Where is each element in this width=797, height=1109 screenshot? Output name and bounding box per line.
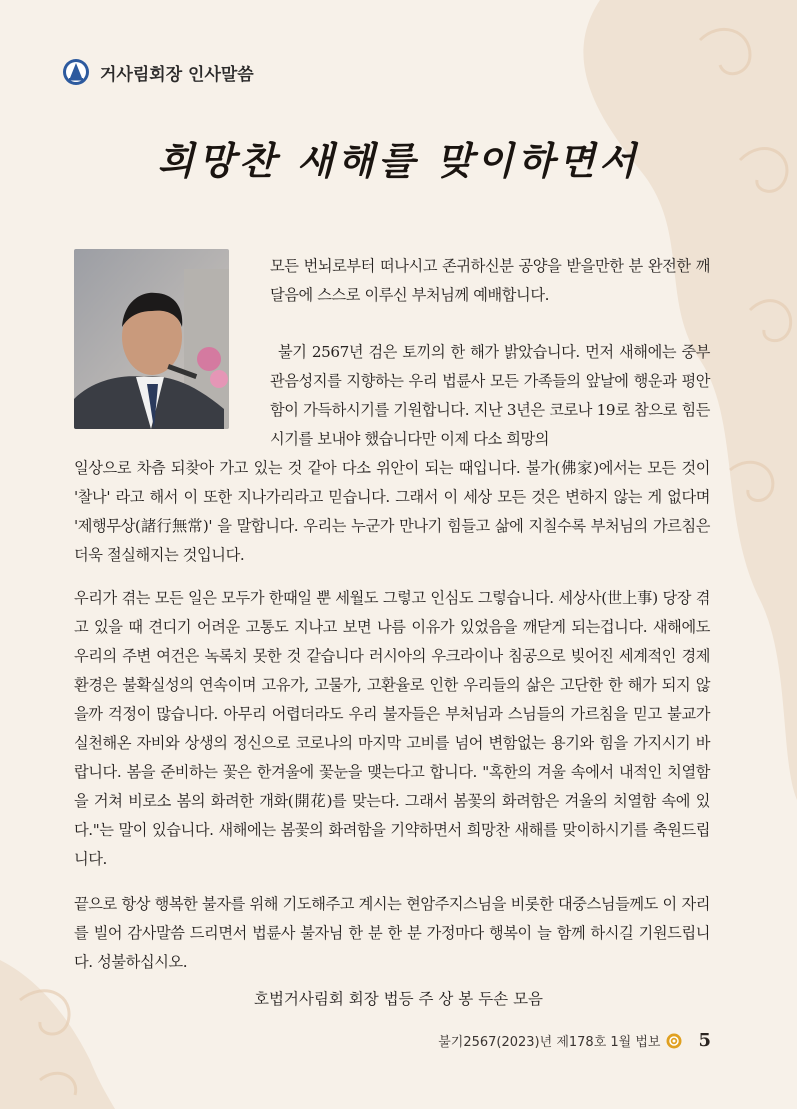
paragraph-text: 우리가 겪는 모든 일은 모두가 한때일 뿐 세월도 그렇고 인심도 그렇습니다. 세상사(世上事) 당장 겪고 있을 때 견디기 어려운 고통도 지나고 보면 나름 이유가 있었음을 깨닫게 되는겁니다. 새해에도 우리의 주변 여건은 녹록치 못한 것 같습니다 러시아의 우크라이나 침공으로 빚어진 세계적인 경제환경은 불확실성의 연속이며 고유가, 고물가, 고환율로 인한 우리들의 삶은 고단한 한 해가 되지 않을까 걱정이 많습니다. 아무리 어렵더라도 우리 불자들은 부처님과 스님들의 가르침을 믿고 불교가 실천해온 자비와 상생의 정신으로 코로나의 마지막 고비를 넘어 변함없는 용기와 힘을 가지시기 바랍니다. 봄을 준비하는 꽃은 한겨울에 꽃눈을 맺는다고 합니다. "혹한의 겨울 속에서 내적인 치열함을 거쳐 비로소 봄의 화려한 개화(開花)를 맞는다. 그래서 봄꽃의 화려함은 겨울의 치열함 속에 있다."는 말이 있습니다. 새해에는 봄꽃의 화려함을 기약하면서 희망찬 새해를 맞이하시기를 축원드립니다.: [74, 589, 710, 868]
paragraph-greeting: [270, 252, 710, 310]
issue-label: 불기2567(2023)년 제178호 1월 법보: [438, 1035, 661, 1050]
dharma-wheel-icon: [666, 1033, 682, 1049]
paragraph-new-year: [270, 338, 710, 454]
paragraph-reflection: [74, 584, 710, 874]
paragraph-text: 일상으로 차츰 되찾아 가고 있는 것 같아 다소 위안이 되는 때입니다. 불가(佛家)에서는 모든 것이 '찰나' 라고 해서 이 또한 지나가리라고 믿습니다. 그래서 이 세상 모든 것은 변하지 않는 게 없다며 '제행무상(諸行無常)' 을 말합니다. 우리는 누군가 만나기 힘들고 삶에 지칠수록 부처님의 가르침은 더욱 절실해지는 것입니다.: [74, 459, 710, 564]
paragraph-closing: [74, 890, 710, 977]
paragraph-text: 불기 2567년 검은 토끼의 한 해가 밝았습니다. 먼저 새해에는 중부관음성지를 지향하는 우리 법륜사 모든 가족들의 앞날에 행운과 평안함이 가득하시기를 기원합니다. 지난 3년은 코로나 19로 참으로 힘든 시기를 보내야 했습니다만 이제 다소 희망의: [270, 343, 710, 448]
page-footer: [438, 1030, 711, 1051]
paragraph-new-year-continued: [74, 454, 710, 570]
page-number: 5: [698, 1030, 711, 1051]
paragraph-text: 모든 번뇌로부터 떠나시고 존귀하신분 공양을 받을만한 분 완전한 깨달음에 스스로 이루신 부처님께 예배합니다.: [270, 257, 710, 304]
page-title: 희망찬 새해를 맞이하면서: [157, 138, 640, 183]
portrait-photo: [74, 249, 229, 429]
signature: 호법거사림회 회장 법등 주 상 봉 두손 모음: [253, 990, 544, 1008]
section-title: 거사림회장 인사말씀: [100, 64, 254, 85]
section-header: [62, 58, 254, 86]
paragraph-text: 끝으로 항상 행복한 불자를 위해 기도해주고 계시는 현암주지스님을 비롯한 대중스님들께도 이 자리를 빌어 감사말씀 드리면서 법륜사 불자님 한 분 한 분 가정마다 행복이 늘 함께 하시길 기원드립니다. 성불하십시오.: [74, 895, 710, 971]
temple-emblem-icon: [62, 58, 90, 86]
